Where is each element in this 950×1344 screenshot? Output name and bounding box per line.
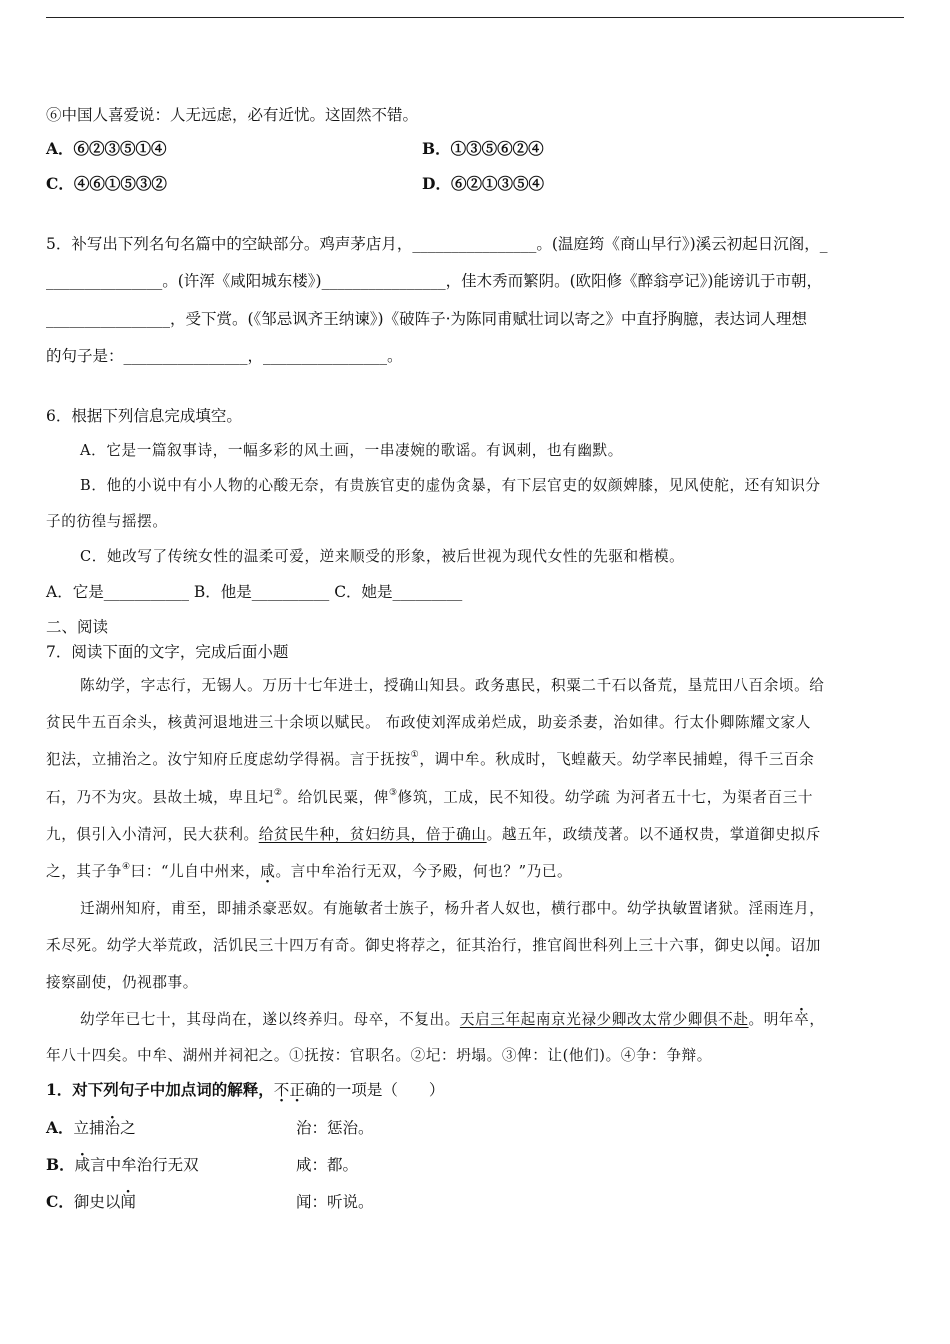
q4-option-c[interactable]: C．④⑥①⑤③② [46,174,167,193]
passage-text: 。给饥民粟，俾 [282,789,389,806]
option-text: 立捕 [73,1119,105,1137]
passage-text: ， [809,1011,825,1028]
footnote-mark-4: ④ [121,862,131,872]
q4-options-row-2 [46,174,906,194]
option-gloss: 咸：都。 [296,1156,359,1174]
dotted-bu: 不 [273,1081,290,1099]
passage-text: 九，俱引入小清河，民大获利。 [46,826,259,843]
passage-text: 。明年 [748,1011,795,1028]
passage-p1-line-2: 贫民牛五百余头，核黄河退地进三十余顷以赋民。 布政使刘浑成弟烂成，助妾杀妻，治如律。行太仆卿陈耀文家人 [46,714,811,731]
footnote-mark-2: ② [273,788,283,798]
stem-text: 确的一项是（ ） [304,1081,445,1099]
header-rule [46,17,904,18]
q6-title: 6．根据下列信息完成填空。 [46,407,242,425]
dotted-word-xian: 咸 [260,863,276,880]
dotted-word-wen: 闻 [120,1193,136,1211]
q6-item-b-line-1: B．他的小说中有小人物的心酸无奈，有贵族官吏的虚伪贪暴，有下层官吏的奴颜婢膝，见风使舵，还有知识分 [80,477,821,494]
option-text: 言中牟治行无双 [90,1156,199,1174]
dotted-zheng: 正 [289,1081,305,1099]
q5-line-2: _______________。(许浑《咸阳城东楼》)________________，佳木秀而繁阴。(欧阳修《醉翁亭记》)能谤讥于市朝， [46,272,822,290]
q5-line-4: 的句子是：________________，________________。 [46,347,403,365]
q4-option-d[interactable]: D．⑥②①③⑤④ [422,174,544,193]
q4-statement-6: ⑥中国人喜爱说：人无远虑，必有近忧。这固然不错。 [46,106,419,124]
q6-item-a: A．它是一篇叙事诗，一幅多彩的风土画，一串凄婉的歌谣。有讽刺，也有幽默。 [80,442,623,459]
underlined-sentence-1: 给贫民牛种，贫妇纺具，倍于确山 [258,826,487,843]
option-gloss: 治：惩治。 [296,1119,374,1137]
q4-options-row-1 [46,139,906,159]
passage-p2-line-3: 接察副使，仍视郡事。 [46,974,198,991]
passage-p1-line-5 [46,825,906,845]
passage-text: 禾尽死。幼学大举荒政，活饥民三十四万有奇。御史将荐之，征其治行，推官阎世科列上三十六事，御史以 [46,937,761,954]
passage-text: 幼学年已七十，其母尚在，遂以终养归。母卒，不复出。 [80,1011,460,1028]
sub-question-1-stem [46,1080,906,1100]
passage-p1-line-6 [46,862,906,882]
passage-p2-line-1: 迁湖州知府，甫至，即捕杀豪恶奴。有施敏者士族子，杨升者人奴也，横行郡中。幼学执敏置诸狱。淫雨连月， [80,900,825,917]
q6-item-c: C．她改写了传统女性的温柔可爱，逆来顺受的形象，被后世视为现代女性的先驱和楷模。 [80,548,685,565]
stem-text: 1．对下列句子中加点词的解释， [46,1080,274,1099]
q6-blanks: A．它是___________ B．他是__________ C．她是_________ [46,583,463,601]
passage-text: ，调中牟。秋成时，飞蝗蔽天。幼学率民捕蝗，得千三百余 [419,751,815,768]
passage-text: 曰：“儿自中州来， [130,863,261,880]
passage-text: 犯法，立捕治之。汝宁知府丘度虑幼学得祸。言于抚按 [46,751,411,768]
passage-p1-line-4 [46,788,906,808]
sub1-option-a[interactable] [46,1118,906,1138]
passage-p3-line-2: 年八十四矣。中牟、湖州并祠祀之。①抚按：官职名。②圮：坍塌。③俾：让(他们)。④争：争辩。 [46,1047,712,1064]
section-reading-title: 二、阅读 [46,618,109,636]
underlined-sentence-2: 天启三年起南京光禄少卿改太常少卿俱不赴 [459,1011,749,1028]
q4-option-a[interactable]: A．⑥②③⑤①④ [46,139,167,158]
q5-line-3: ________________，受下赏。(《邹忌讽齐王纳谏》)《破阵子·为陈同甫赋壮词以寄之》中直抒胸臆，表达词人理想 [46,310,808,328]
option-label: B． [46,1155,75,1174]
q6-item-b-line-2: 子的彷徨与摇摆。 [46,513,168,530]
passage-text: 。言中牟治行无双，今予殿，何也？”乃已。 [275,863,573,880]
dotted-word-wen: 闻 [760,937,776,954]
option-text: 之 [120,1119,136,1137]
dotted-word-zu: 卒 [794,1011,810,1028]
sub1-option-b[interactable] [46,1155,906,1175]
passage-text: 。越五年，政绩茂著。以不通权贵，掌道御史拟斥 [486,826,821,843]
footnote-mark-1: ① [410,750,420,760]
footnote-mark-3: ③ [388,788,398,798]
option-label: C． [46,1192,74,1211]
passage-text: 之，其子争 [46,863,122,880]
passage-text: 石，乃不为灾。县故土城，卑且圮 [46,789,274,806]
dotted-word-xian: 咸 [74,1156,91,1174]
passage-p1-line-3 [46,750,906,770]
passage-p2-line-2 [46,936,906,956]
q4-option-b[interactable]: B．①③⑤⑥②④ [422,139,544,158]
option-label: A． [46,1118,74,1137]
passage-p1-line-1: 陈幼学，字志行，无锡人。万历十七年进士，授确山知县。政务惠民，积粟二千石以备荒，垦荒田八百余顷。给 [80,677,825,694]
option-text: 御史以 [73,1193,121,1211]
sub1-option-c[interactable] [46,1192,906,1212]
passage-text: 。诏加 [775,937,821,954]
q7-title: 7．阅读下面的文字，完成后面小题 [46,643,289,661]
passage-text: 修筑，工成，民不知役。幼学疏 为河者五十七，为渠者百三十 [397,789,814,806]
option-gloss: 闻：听说。 [296,1193,374,1211]
dotted-word-zhi: 治 [104,1119,121,1137]
passage-p3-line-1 [80,1010,906,1030]
q5-line-1: 5．补写出下列名句名篇中的空缺部分。鸡声茅店月，________________。(温庭筠《商山早行》)溪云初起日沉阁，_ [46,235,828,253]
